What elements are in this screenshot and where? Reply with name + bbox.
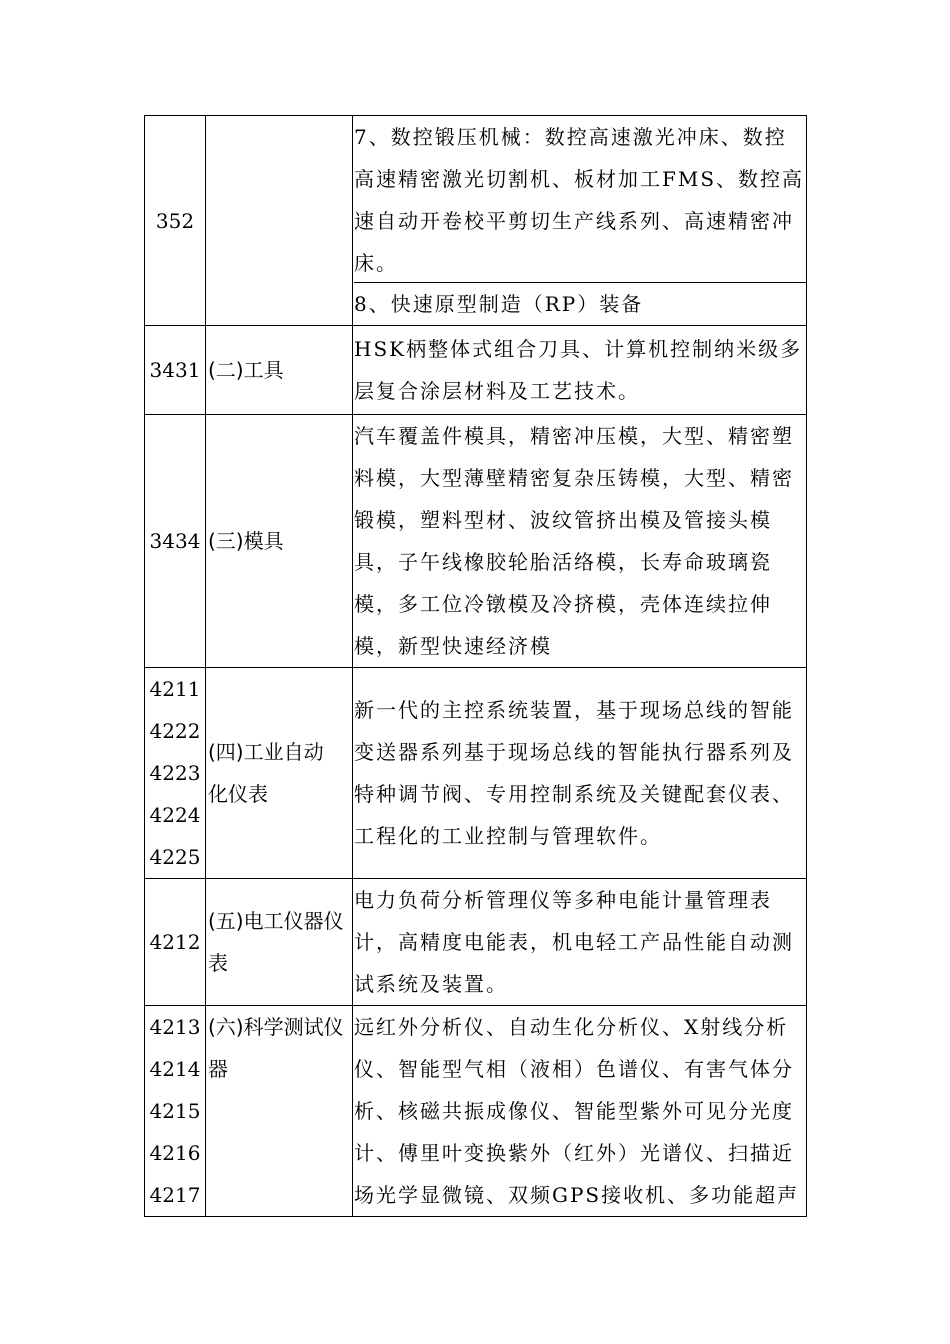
category-cell [206, 326, 353, 415]
table-row [145, 116, 807, 326]
description-cell [353, 326, 807, 415]
category-label: (三)模具 [208, 529, 284, 553]
industry-code: 4217 [149, 1183, 201, 1207]
category-label: (四)工业自动化仪表 [208, 740, 324, 806]
category-label: (六)科学测试仪器 [208, 1015, 344, 1081]
description-cell [353, 668, 807, 879]
category-cell [206, 668, 353, 879]
industry-code-cell [145, 326, 206, 415]
table-row [145, 1006, 807, 1217]
category-cell [206, 879, 353, 1006]
category-cell [206, 116, 353, 326]
description-cell [353, 879, 807, 1006]
industry-code-cell [145, 879, 206, 1006]
category-cell [206, 415, 353, 668]
table-row [145, 326, 807, 415]
table-row [145, 415, 807, 668]
description-text: 新一代的主控系统装置，基于现场总线的智能变送器系列基于现场总线的智能执行器系列及特种调节阀、专用控制系统及关键配套仪表、工程化的工业控制与管理软件。 [354, 698, 794, 848]
description-text: 汽车覆盖件模具，精密冲压模，大型、精密塑料模，大型薄壁精密复杂压铸模，大型、精密锻模，塑料型材、波纹管挤出模及管接头模具，子午线橡胶轮胎活络模，长寿命玻璃瓷模，多工位冷镦模及冷挤模，壳体连续拉伸模，新型快速经济模 [354, 424, 794, 658]
description-cell [353, 1006, 807, 1217]
industry-code: 4212 [149, 930, 201, 954]
category-label: (五)电工仪器仪表 [208, 909, 344, 975]
industry-code: 3434 [149, 529, 201, 553]
table-row [145, 879, 807, 1006]
category-cell [206, 1006, 353, 1217]
industry-code: 3431 [149, 358, 201, 382]
industry-code: 4214 [149, 1057, 201, 1081]
industry-code-cell [145, 1006, 206, 1217]
description-cell [353, 116, 807, 326]
industry-code: 4216 [149, 1141, 201, 1165]
industry-code: 4215 [149, 1099, 201, 1123]
industry-code: 4213 [149, 1015, 201, 1039]
description-cell [353, 415, 807, 668]
product-catalog-table [144, 115, 807, 1217]
list-item: 8、快速原型制造（RP）装备 [354, 282, 806, 325]
description-text: 远红外分析仪、自动生化分析仪、X射线分析仪、智能型气相（液相）色谱仪、有害气体分析、核磁共振成像仪、智能型紫外可见分光度计、傅里叶变换紫外（红外）光谱仪、扫描近场光学显微镜、双频GPS接收机、多功能超声 [354, 1015, 800, 1207]
industry-code: 352 [155, 208, 195, 233]
industry-code-cell [145, 415, 206, 668]
industry-code: 4211 [149, 677, 201, 701]
industry-code: 4224 [149, 803, 201, 827]
category-label: (二)工具 [208, 358, 284, 382]
industry-code-cell [145, 668, 206, 879]
description-text: 电力负荷分析管理仪等多种电能计量管理表计，高精度电能表，机电轻工产品性能自动测试系统及装置。 [354, 888, 794, 996]
industry-code-cell [145, 116, 206, 326]
list-item: 7、数控锻压机械：数控高速激光冲床、数控高速精密激光切割机、板材加工FMS、数控高速自动开卷校平剪切生产线系列、高速精密冲床。 [354, 125, 805, 275]
description-text: HSK柄整体式组合刀具、计算机控制纳米级多层复合涂层材料及工艺技术。 [354, 337, 803, 403]
industry-code: 4223 [149, 761, 201, 785]
industry-code: 4222 [149, 719, 201, 743]
table-row [145, 668, 807, 879]
industry-code: 4225 [149, 845, 201, 869]
